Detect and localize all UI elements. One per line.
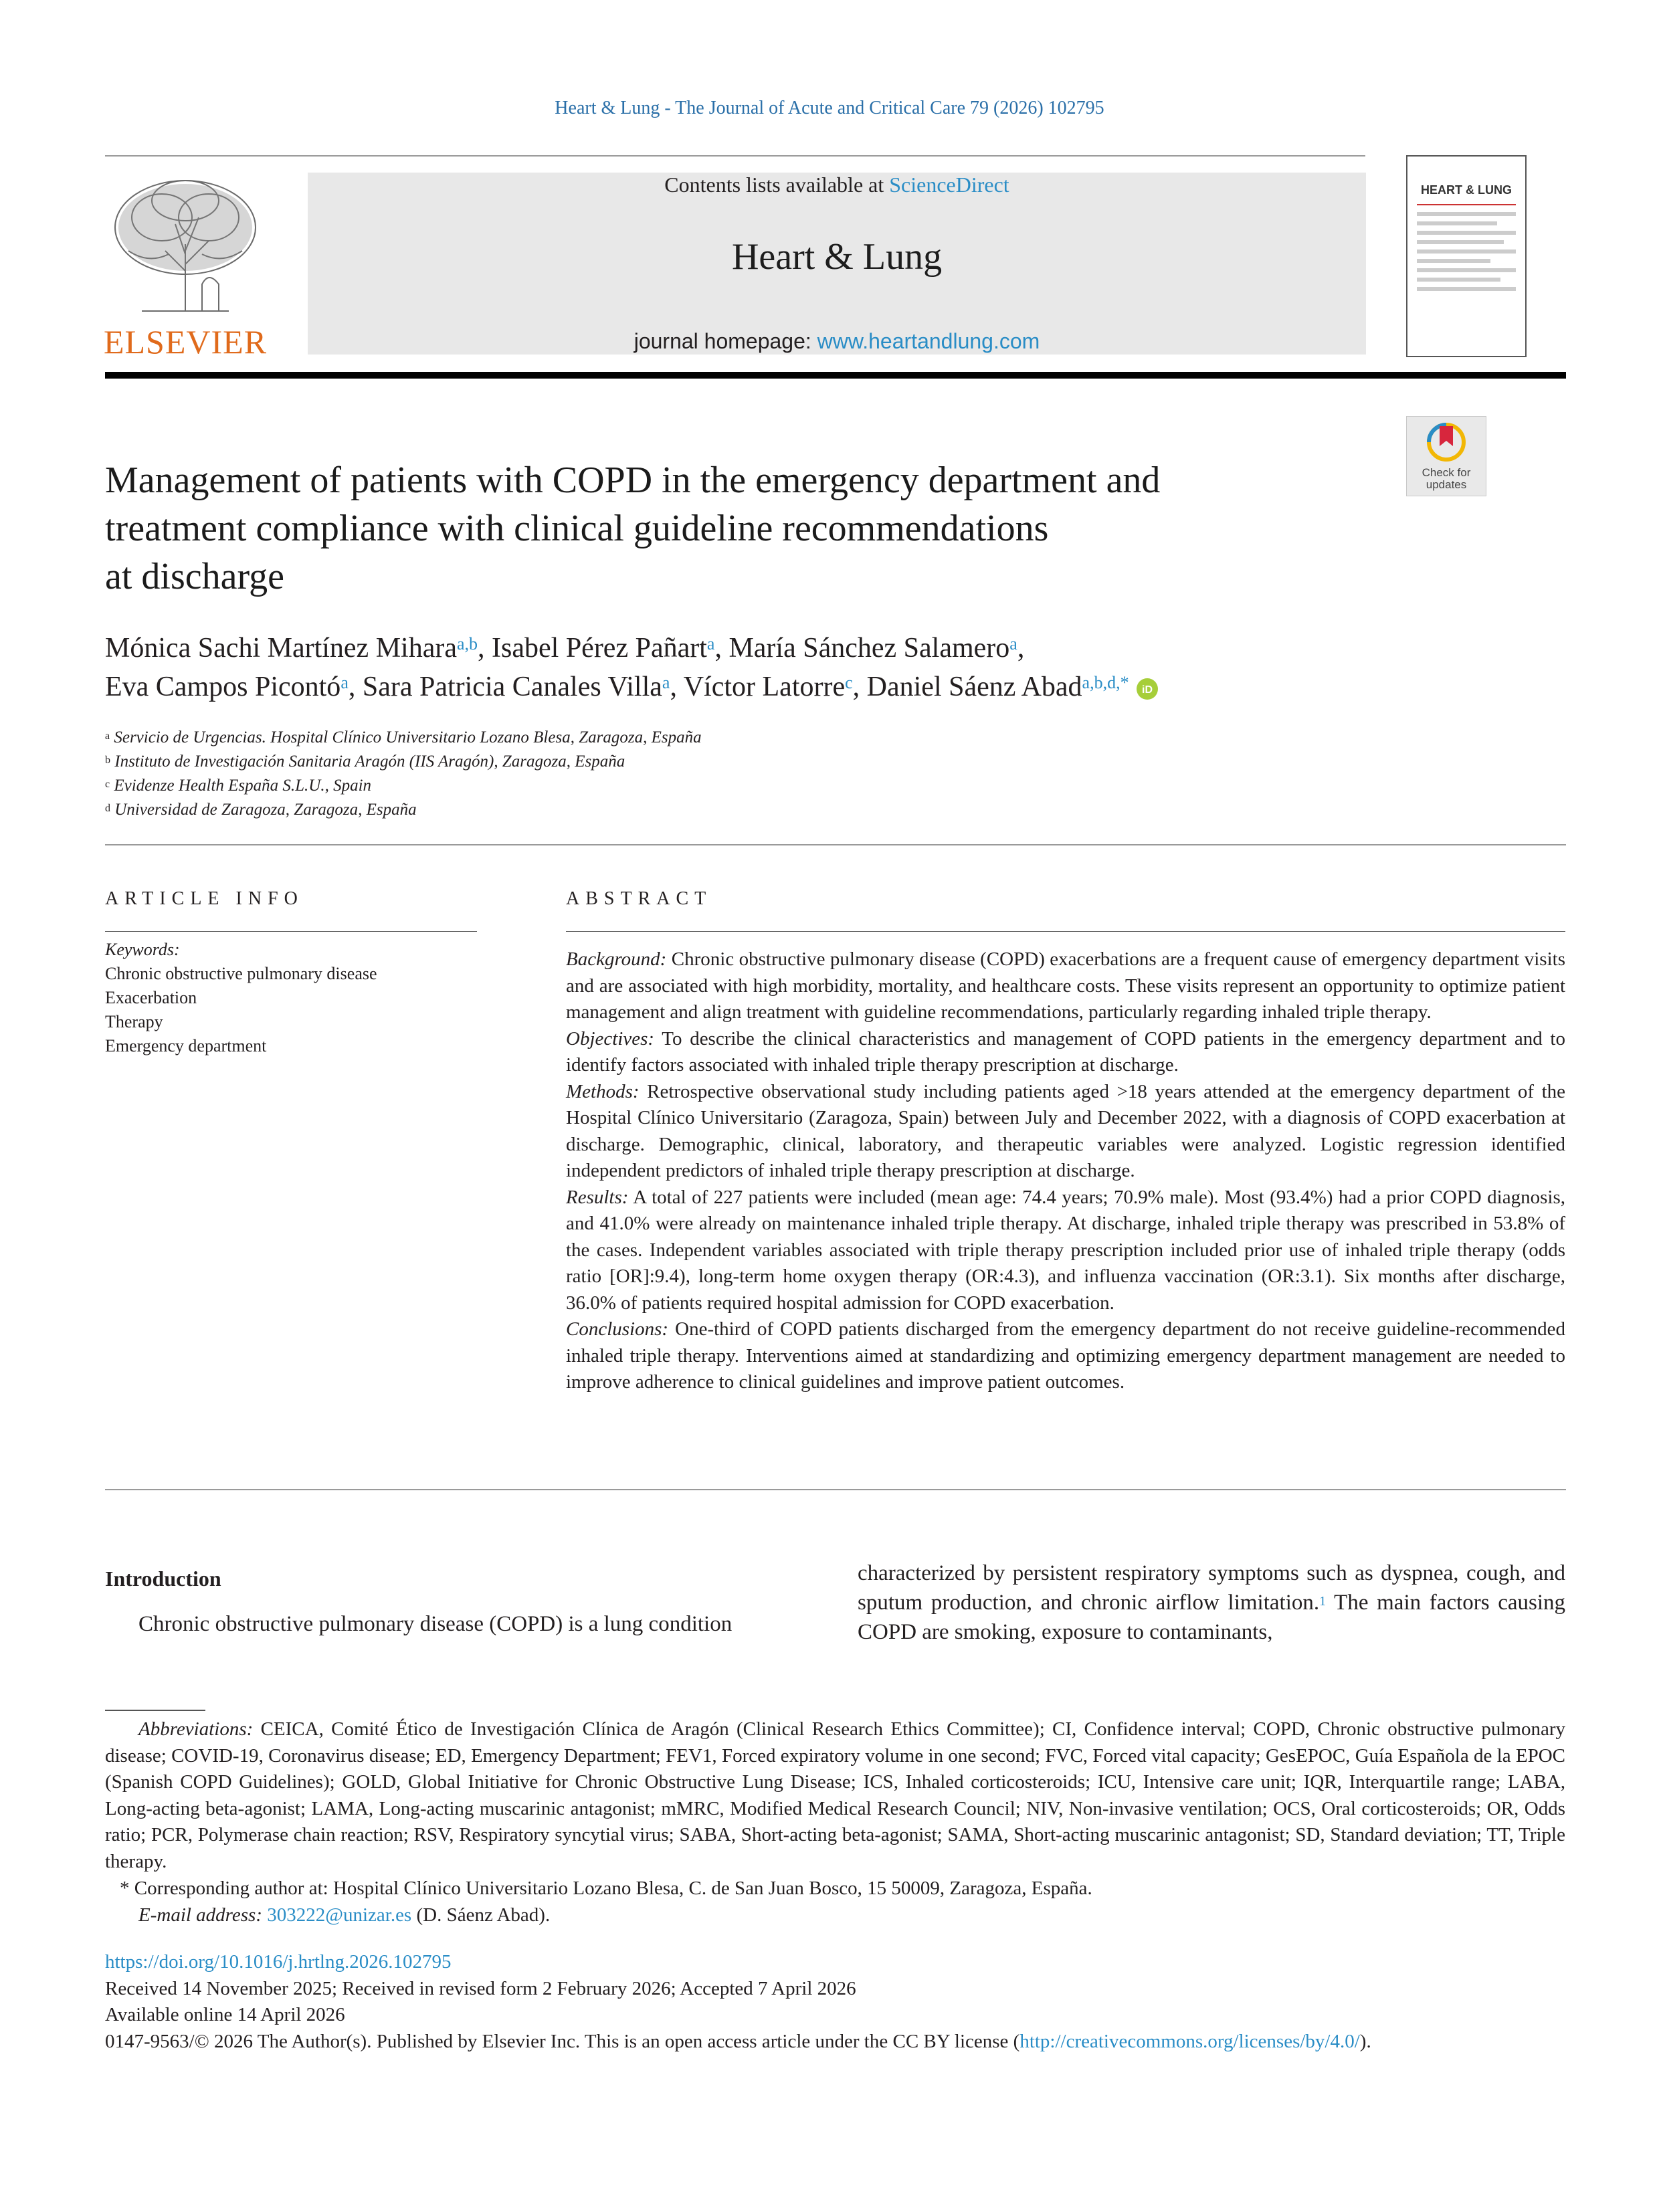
- abstract-heading: ABSTRACT: [566, 888, 712, 909]
- abbreviations-text: CEICA, Comité Ético de Investigación Clínica de Aragón (Clinical Research Ethics Committee); CI, Confidence interval; COPD, Chronic obstructive pulmonary disease; COVID-19, Coronavirus disease; ED, Emergency Department; FEV1, Forced expiratory volume in one second; FVC, Forced vital capacity; GesEPOC, Guía Española de la EPOC (Spanish COPD Guidelines); GOLD, Global Initiative for Chronic Obstructive Lung Disease; ICS, Inhaled corticosteroids; ICU, Intensive care unit; IQR, Interquartile range; LABA, Long-acting beta-agonist; LAMA, Long-acting muscarinic antagonist; mMRC, Modified Medical Research Council; NIV, Non-invasive ventilation; OCS, Oral corticosteroids; OR, Odds ratio; PCR, Polymerase chain reaction; RSV, Respiratory syncytial virus; SABA, Short-acting beta-agonist; SAMA, Short-acting muscarinic antagonist; SD, Standard deviation; TT, Triple therapy.: [105, 1718, 1565, 1872]
- author-list: Mónica Sachi Martínez Mihara$^{a,b}$, Isabel Pérez Pañart$^a$, María Sánchez Salamero$^a$, Eva Campos Picontó$^a$, Sara Patricia Canales Villa$^a$, Víctor Latorre$^c$, Daniel Sáenz Abad$^{a,b,d,*}$ iD: [105, 629, 1563, 706]
- journal-citation[interactable]: Heart & Lung - The Journal of Acute and Critical Care 79 (2026) 102795: [555, 98, 1104, 118]
- article-title: [105, 456, 1403, 601]
- abstract-label: Conclusions:: [566, 1318, 669, 1340]
- received-dates: Received 14 November 2025; Received in revised form 2 February 2026; Accepted 7 April 2026: [105, 1977, 856, 1999]
- abstract-divider: [105, 1489, 1566, 1490]
- keyword-item: Therapy: [105, 1012, 163, 1031]
- email-line: [105, 1902, 1565, 1929]
- affiliation-text: Servicio de Urgencias. Hospital Clínico Universitario Lozano Blesa, Zaragoza, España: [114, 728, 702, 746]
- crossmark-label-1: Check for: [1422, 466, 1471, 479]
- keyword-item: Chronic obstructive pulmonary disease: [105, 964, 377, 983]
- license-suffix: ).: [1359, 2030, 1371, 2052]
- abstract-rule: [566, 931, 1565, 932]
- cover-brand: HEART & LUNG: [1421, 183, 1512, 197]
- email-suffix: (D. Sáenz Abad).: [416, 1904, 551, 1926]
- author-name[interactable]: Eva Campos Picontó: [105, 672, 341, 702]
- author-name[interactable]: Víctor Latorre: [683, 672, 846, 702]
- author-name[interactable]: Mónica Sachi Martínez Mihara: [105, 633, 457, 664]
- author-name[interactable]: Isabel Pérez Pañart: [492, 633, 707, 664]
- article-info-rule: [105, 931, 477, 932]
- sciencedirect-link[interactable]: ScienceDirect: [889, 173, 1009, 197]
- title-line-1: Management of patients with COPD in the emergency department and: [105, 460, 1161, 501]
- homepage-link[interactable]: www.heartandlung.com: [817, 329, 1040, 353]
- check-for-updates-badge[interactable]: [1406, 416, 1486, 496]
- elsevier-wordmark: ELSEVIER: [103, 323, 268, 361]
- introduction-column-2: [858, 1559, 1565, 1647]
- abstract-label: Methods:: [566, 1080, 640, 1102]
- crossmark-label-2: updates: [1426, 478, 1467, 491]
- title-line-2: treatment compliance with clinical guideline recommendations: [105, 508, 1049, 549]
- abstract-body: [566, 946, 1565, 1396]
- publication-info: [105, 1949, 1644, 2055]
- author-affiliation[interactable]: a,b: [456, 634, 478, 653]
- affiliation-d: [105, 799, 1042, 821]
- introduction-column-1: Chronic obstructive pulmonary disease (COPD) is a lung condition: [138, 1612, 733, 1636]
- article-info-heading: ARTICLE INFO: [105, 888, 304, 909]
- affiliation-key: d: [105, 803, 110, 814]
- reference-link[interactable]: 1: [1319, 1594, 1327, 1609]
- affiliation-text: Evidenze Health España S.L.U., Spain: [114, 777, 372, 795]
- keyword-item: Emergency department: [105, 1036, 267, 1055]
- author-name[interactable]: Daniel Sáenz Abad: [866, 672, 1082, 702]
- author-affiliation[interactable]: a,b,d,*: [1082, 673, 1129, 692]
- homepage-line: [308, 329, 1366, 354]
- abstract-objectives: [566, 1026, 1565, 1079]
- author-name[interactable]: María Sánchez Salamero: [728, 633, 1010, 664]
- author-affiliation[interactable]: a: [662, 673, 670, 692]
- license-prefix: 0147-9563/© 2026 The Author(s). Published by Elsevier Inc. This is an open access article under the CC BY license (: [105, 2030, 1020, 2052]
- doi-link[interactable]: https://doi.org/10.1016/j.hrtlng.2026.102795: [105, 1951, 452, 1973]
- abstract-text: Retrospective observational study including patients aged >18 years attended at the emergency department of the Hospital Clínico Universitario (Zaragoza, Spain) between July and December 2022, with a diagnosis of COPD exacerbation at discharge. Demographic, clinical, laboratory, and therapeutic variables were analyzed. Logistic regression identified independent predictors of inhaled triple therapy prescription at discharge.: [566, 1080, 1565, 1181]
- header-divider: [105, 155, 1365, 157]
- author-affiliation[interactable]: c: [845, 673, 853, 692]
- author-affiliation[interactable]: a: [1009, 634, 1017, 653]
- abbreviations-footnote: [105, 1716, 1565, 1875]
- abstract-text: A total of 227 patients were included (mean age: 74.4 years; 70.9% male). Most (93.4%) had a prior COPD diagnosis, and 41.0% were already on maintenance inhaled triple therapy. At discharge, inhaled triple therapy was prescribed in 53.8% of the cases. Independent variables associated with triple therapy prescription included prior use of inhaled triple therapy (odds ratio [OR]:9.4), long-term home oxygen therapy (OR:4.3), and influenza vaccination (OR:3.1). Six months after discharge, 36.0% of patients required hospital admission for COPD exacerbation.: [566, 1186, 1565, 1314]
- author-affiliation[interactable]: a: [340, 673, 349, 692]
- affiliation-a: [105, 726, 1042, 749]
- journal-name: Heart & Lung: [731, 236, 943, 278]
- abstract-text: One-third of COPD patients discharged from the emergency department do not receive guideline-recommended inhaled triple therapy. Interventions aimed at standardizing and optimizing emergency department management are needed to improve adherence to clinical guidelines and improve patient outcomes.: [566, 1318, 1566, 1393]
- email-link[interactable]: 303222@unizar.es: [267, 1904, 412, 1926]
- license-line: [105, 2029, 1644, 2055]
- author-affiliation[interactable]: a: [706, 634, 715, 653]
- abbreviations-label: Abbreviations:: [138, 1718, 254, 1740]
- title-line-3: at discharge: [105, 556, 284, 597]
- abstract-results: [566, 1185, 1565, 1317]
- affiliation-key: a: [105, 730, 110, 742]
- corresponding-footnote: [105, 1876, 1565, 1928]
- corresponding-author: * Corresponding author at: Hospital Clínico Universitario Lozano Blesa, C. de San Juan Bosco, 15 50009, Zaragoza, España.: [120, 1878, 1092, 1899]
- keywords-block: [105, 938, 480, 1058]
- footnote-rule: [105, 1710, 205, 1711]
- affiliation-c: [105, 775, 1042, 797]
- abstract-label: Results:: [566, 1186, 629, 1208]
- header-thick-rule: [105, 372, 1566, 379]
- introduction-heading: Introduction: [105, 1567, 221, 1591]
- abstract-label: Background:: [566, 948, 667, 970]
- contents-prefix: Contents lists available at: [664, 173, 890, 197]
- intro-text: The main factors causing COPD are smoking, exposure to contaminants,: [858, 1591, 1566, 1644]
- author-name[interactable]: Sara Patricia Canales Villa: [362, 672, 662, 702]
- contents-line: [308, 173, 1366, 197]
- abstract-background: [566, 946, 1565, 1026]
- abstract-text: Chronic obstructive pulmonary disease (COPD) exacerbations are a frequent cause of emergency department visits and are associated with high morbidity, mortality, and healthcare costs. These visits represent an opportunity to optimize patient management and align treatment with guideline recommendations, particularly regarding inhaled triple therapy.: [566, 948, 1565, 1023]
- abstract-methods: [566, 1079, 1565, 1185]
- affiliation-b: [105, 750, 1042, 773]
- abstract-label: Objectives:: [566, 1027, 655, 1049]
- svg-text:iD: iD: [1142, 684, 1153, 696]
- available-online: Available online 14 April 2026: [105, 2004, 345, 2025]
- affiliation-key: c: [105, 779, 110, 790]
- keyword-item: Exacerbation: [105, 988, 197, 1007]
- email-label: E-mail address:: [138, 1904, 262, 1926]
- affiliation-key: b: [105, 755, 110, 766]
- crossmark-icon: [1407, 417, 1486, 464]
- abstract-conclusions: [566, 1316, 1565, 1396]
- homepage-prefix: journal homepage:: [633, 329, 817, 353]
- orcid-icon[interactable]: [1136, 678, 1159, 700]
- journal-cover-image[interactable]: [1406, 155, 1527, 357]
- intro-text: characterized by persistent respiratory symptoms such as dyspnea, cough, and sputum production, and chronic airflow limitation.: [858, 1561, 1565, 1615]
- affiliation-text: Instituto de Investigación Sanitaria Aragón (IIS Aragón), Zaragoza, España: [114, 752, 625, 771]
- abstract-text: To describe the clinical characteristics and management of COPD patients in the emergency department and to identify factors associated with inhaled triple therapy prescription at discharge.: [566, 1027, 1565, 1076]
- keywords-label: Keywords:: [105, 940, 180, 959]
- affiliations-divider: [105, 844, 1566, 845]
- license-link[interactable]: http://creativecommons.org/licenses/by/4.0/: [1019, 2030, 1360, 2052]
- affiliation-text: Universidad de Zaragoza, Zaragoza, España: [114, 801, 417, 819]
